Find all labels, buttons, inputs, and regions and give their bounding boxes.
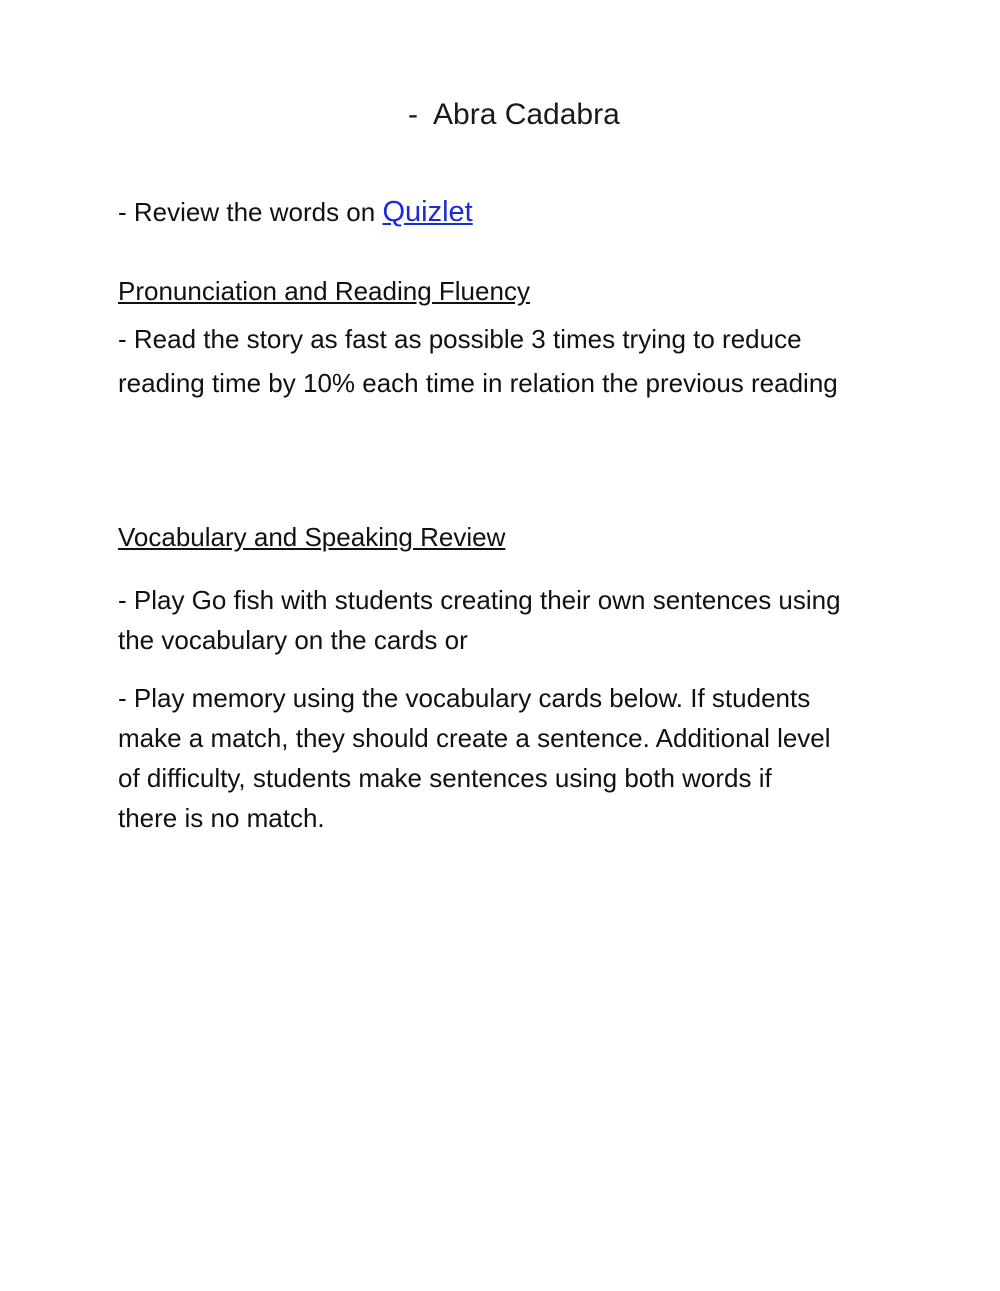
go-fish-instructions: - Play Go fish with students creating their own sentences using the vocabulary on the cards or xyxy=(118,585,841,655)
review-line xyxy=(118,192,898,233)
section-heading-vocabulary: Vocabulary and Speaking Review xyxy=(118,522,506,552)
fluency-instructions: - Read the story as fast as possible 3 times trying to reduce reading time by 10% each time in relation the previous reading xyxy=(118,324,838,398)
document-title: - Abra Cadabra xyxy=(408,98,620,131)
memory-instructions: - Play memory using the vocabulary cards below. If students make a match, they should create a sentence. Additional level of difficulty, students make sentences using both words if there is no match. xyxy=(118,683,831,833)
quizlet-link[interactable]: Quizlet xyxy=(382,196,473,228)
section-heading-pronunciation: Pronunciation and Reading Fluency xyxy=(118,276,530,306)
review-prefix: - Review the words on xyxy=(118,197,383,227)
